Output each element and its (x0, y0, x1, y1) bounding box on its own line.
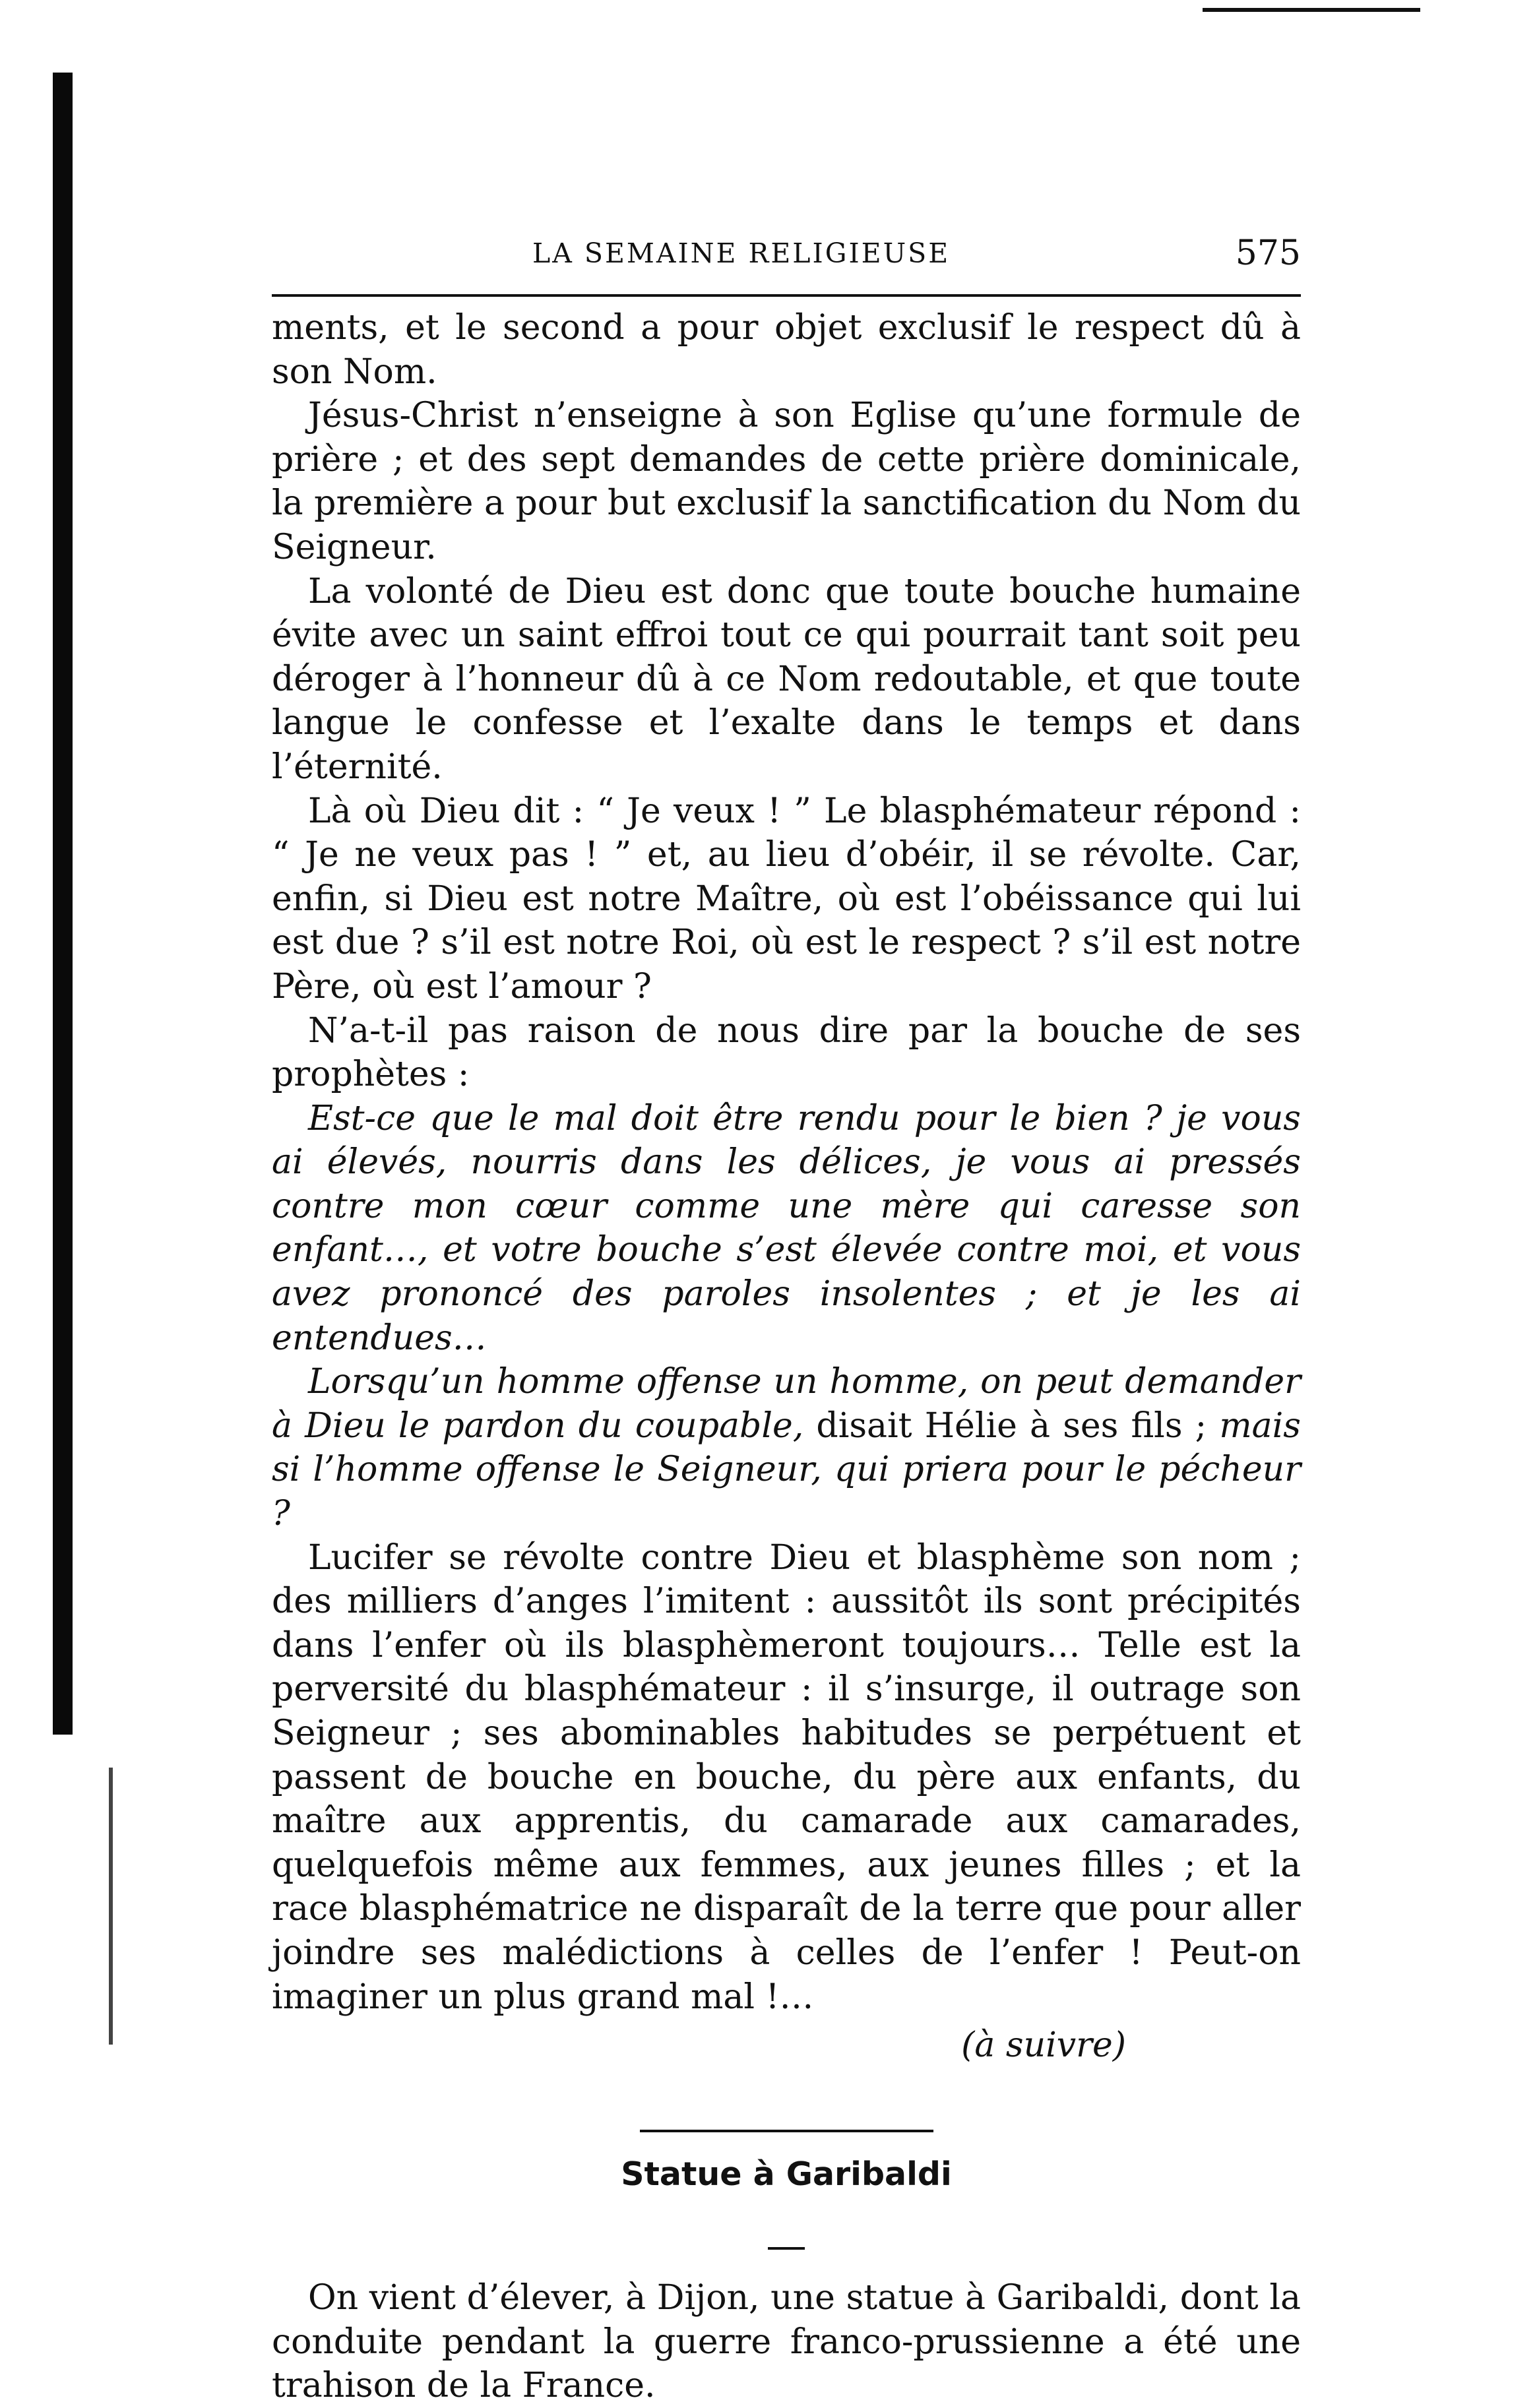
paragraph: Lucifer se révolte contre Dieu et blasphème son nom ; des milliers d’anges l’imitent : aussitôt ils sont précipités dans l’enfer où ils blasphèmeront toujours… Telle est la perversité du blasphémateur : il s’insurge, il outrage son Seigneur ; ses abominables habitudes se perpétuent et passent de bouche en bouche, du père aux enfants, du maître aux apprentis, du camarade aux camarades, quelquefois même aux femmes, aux jeunes filles ; et la race blasphématrice ne disparaît de la terre que pour aller joindre ses malédictions à celles de l’enfer ! Peut-on imaginer un plus grand mal !… (272, 1537, 1301, 2017)
paragraph: Jésus-Christ n’enseigne à son Eglise qu’une formule de prière ; et des sept demandes de cette prière dominicale, la première a pour but exclusif la sanctification du Nom du Seigneur. (272, 396, 1301, 567)
section-separator (640, 2130, 933, 2132)
top-edge-rule (1203, 8, 1420, 12)
quote-part: mais si l’homme offense le Seigneur, qui priera pour le pécheur ? (272, 1405, 1301, 1534)
paragraph-continuation: ments, et le second a pour objet exclusif le respect dû à son Nom. (272, 308, 1301, 392)
binding-shadow-fade (109, 1768, 113, 2045)
running-head (272, 233, 1301, 290)
section-body (272, 2276, 1301, 2408)
section-title: Statue à Garibaldi (621, 2155, 952, 2194)
page-number: 575 (1235, 233, 1301, 273)
article-body (272, 306, 1301, 2019)
helie-quote (272, 1360, 1301, 1535)
text-column (272, 233, 1301, 2408)
paragraph: On vient d’élever, à Dijon, une statue à Garibaldi, dont la conduite pendant la guerre franco-prussienne a été une trahison de la France. (272, 2278, 1301, 2406)
quote-part: Lorsqu’un homme offense un homme, on peut demander à Dieu le pardon du coupable, (272, 1362, 1301, 1446)
paragraph: Là où Dieu dit : “ Je veux ! ” Le blasphémateur répond : “ Je ne veux pas ! ” et, au lieu d’obéir, il se révolte. Car, enfin, si Dieu est notre Maître, où est l’obéissance qui lui est due ? s’il est notre Roi, où est le respect ? s’il est notre Père, où est l’amour ? (272, 791, 1301, 1006)
title-dash (768, 2247, 805, 2250)
paragraph: La volonté de Dieu est donc que toute bouche humaine évite avec un saint effroi tout ce qui pourrait tant soit peu déroger à l’honneur dû à ce Nom redoutable, et que toute langue le confesse et l’exalte dans le temps et dans l’éternité. (272, 571, 1301, 787)
header-rule (272, 294, 1301, 297)
paragraph: N’a-t-il pas raison de nous dire par la bouche de ses prophètes : (272, 1010, 1301, 1095)
scripture-quote: Est-ce que le mal doit être rendu pour le bien ? je vous ai élevés, nourris dans les délices, je vous ai pressés contre mon cœur comme une mère qui caresse son enfant…, et votre bouche s’est élevée contre moi, et vous avez prononcé des paroles insolentes ; et je les ai entendues… (272, 1098, 1301, 1358)
to-be-continued: (à suivre) (961, 2025, 1126, 2066)
quote-attribution: disait Hélie à ses fils ; (803, 1405, 1220, 1446)
running-title: LA SEMAINE RELIGIEUSE (532, 237, 951, 269)
binding-shadow (53, 73, 73, 1735)
